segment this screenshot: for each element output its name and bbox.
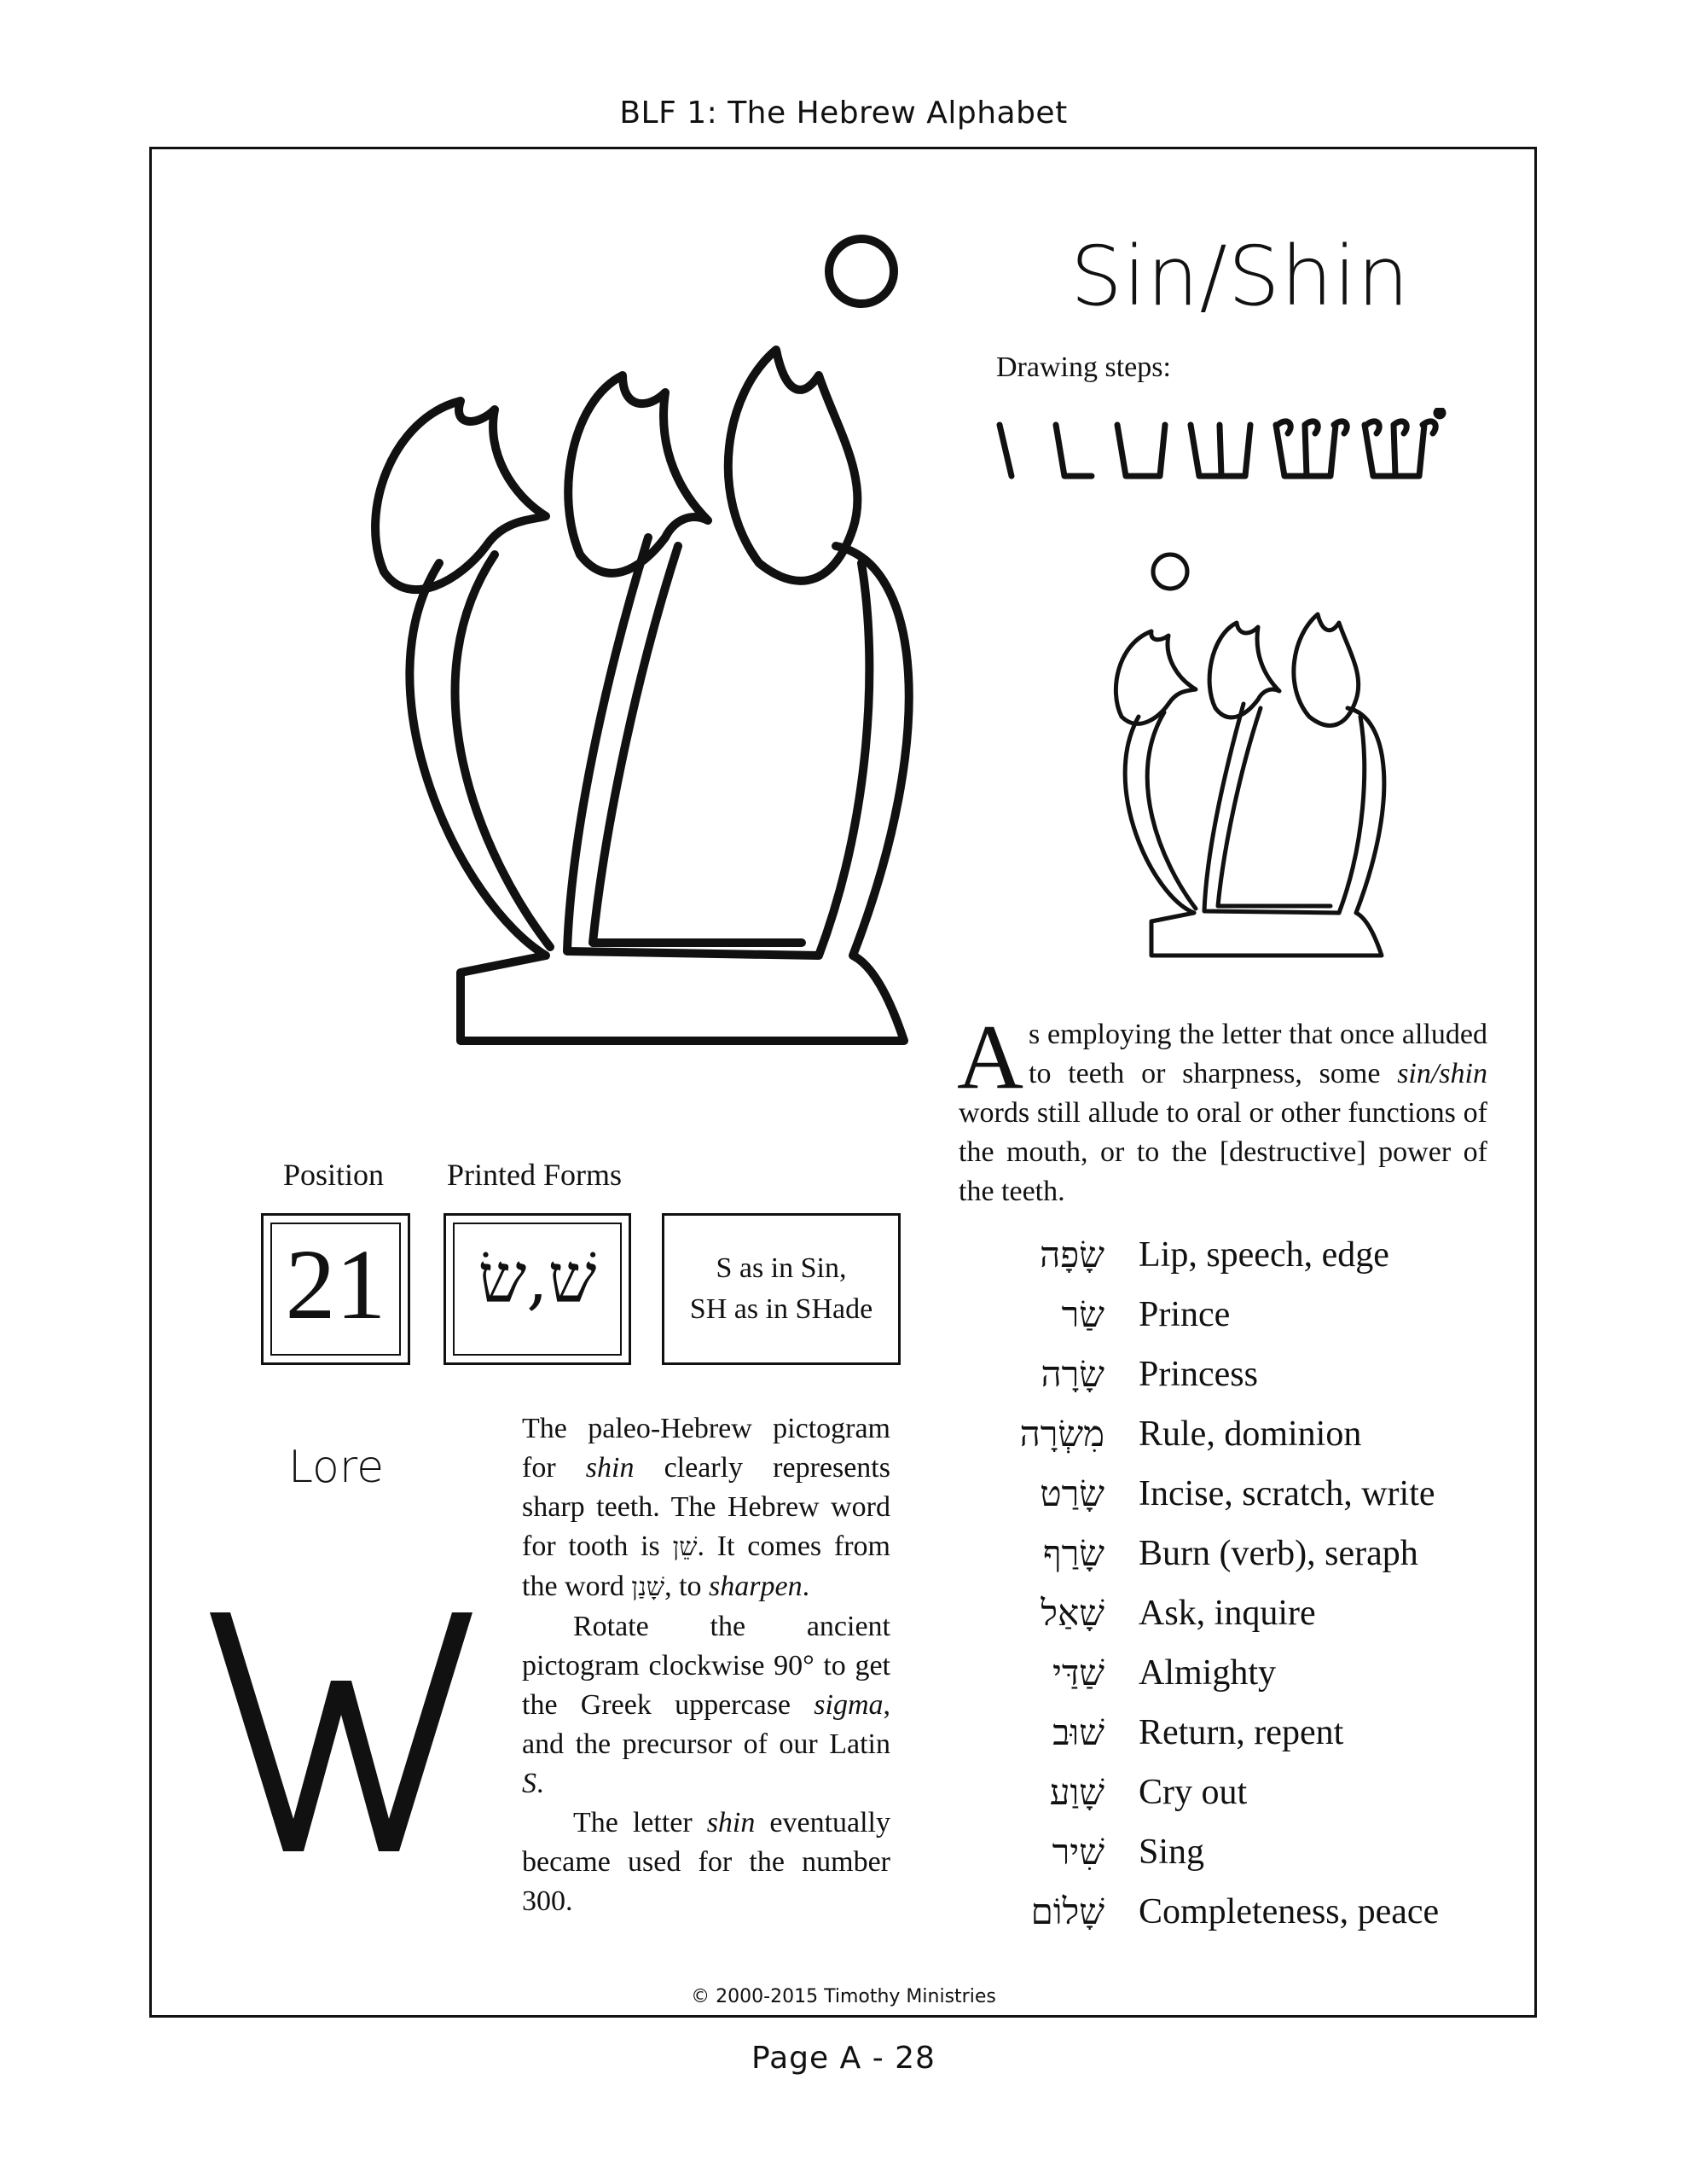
sound-line-2: SH as in SHade	[689, 1293, 873, 1325]
letter-name: Sin/Shin	[1070, 229, 1411, 324]
list-item: שָׂרָה Princess	[1041, 1353, 1258, 1395]
intro-text-b: sin/shin	[1397, 1058, 1487, 1089]
position-box	[261, 1213, 410, 1365]
shin-small-outline-icon	[1100, 546, 1407, 973]
lore-paragraph-2: Rotate the ancient pictogram clockwise 90° to get the Greek uppercase sigma, and the precursor of our Latin S.	[522, 1611, 890, 1799]
paleo-shin-pictogram-icon	[205, 1595, 478, 1868]
position-label: Position	[283, 1158, 385, 1192]
intro-paragraph	[957, 1007, 1487, 1211]
drawing-steps-icon	[989, 408, 1467, 502]
drawing-steps-label: Drawing steps:	[996, 351, 1171, 383]
lore-paragraph-1: The paleo-Hebrew pictogram for shin clearly represents sharp teeth. The Hebrew word for tooth is שֵׁן. It comes from the word שָׁנַן, to sharpen.	[522, 1413, 891, 1602]
list-item: מִשְׂרָה Rule, dominion	[1019, 1413, 1362, 1455]
list-item: שָׁאַל Ask, inquire	[1041, 1592, 1316, 1634]
list-item: שַׂר Prince	[1061, 1293, 1231, 1335]
intro-text-c: words still allude to oral or other functions of the mouth, or to the [destructive] power of the teeth.	[959, 1097, 1487, 1207]
copyright: © 2000-2015 Timothy Ministries	[691, 1986, 996, 2007]
lore-label: Lore	[288, 1442, 385, 1493]
hebrew-word-tooth: שֵׁן	[672, 1532, 698, 1562]
sound-text	[664, 1248, 898, 1330]
list-item: שׁוּב Return, repent	[1052, 1711, 1344, 1753]
page-header: BLF 1: The Hebrew Alphabet	[619, 96, 1068, 131]
list-item: שָׂרַף Burn (verb), seraph	[1042, 1532, 1418, 1574]
printed-forms-value: שׁ,שׂ	[478, 1239, 597, 1318]
list-item: שָׁוַע Cry out	[1049, 1771, 1248, 1813]
sound-line-1: S as in Sin,	[716, 1252, 847, 1284]
intro-text-a: s employing the letter that once alluded to teeth or sharpness, some	[1029, 1019, 1487, 1089]
drop-cap: A	[957, 1007, 1023, 1108]
printed-forms-label: Printed Forms	[447, 1158, 623, 1192]
sound-box	[662, 1213, 901, 1365]
list-item: שַׁדַּי Almighty	[1052, 1652, 1277, 1693]
lore-text	[522, 1409, 890, 1921]
page-number: Page A - 28	[751, 2041, 936, 2076]
list-item: שָׁלוֹם Completeness, peace	[1030, 1891, 1440, 1932]
printed-forms-box	[443, 1213, 631, 1365]
shin-large-outline-icon	[358, 222, 955, 1058]
lore-paragraph-3: The letter shin eventually became used for the number 300.	[522, 1807, 890, 1917]
list-item: שָׂרַט Incise, scratch, write	[1040, 1472, 1435, 1514]
list-item: שָׂפָה Lip, speech, edge	[1040, 1234, 1389, 1275]
position-value: 21	[285, 1228, 386, 1340]
hebrew-word-sharpen: שָׁנַן	[631, 1572, 665, 1602]
word-list	[964, 1225, 1510, 1942]
list-item: שִׁיר Sing	[1052, 1831, 1205, 1873]
